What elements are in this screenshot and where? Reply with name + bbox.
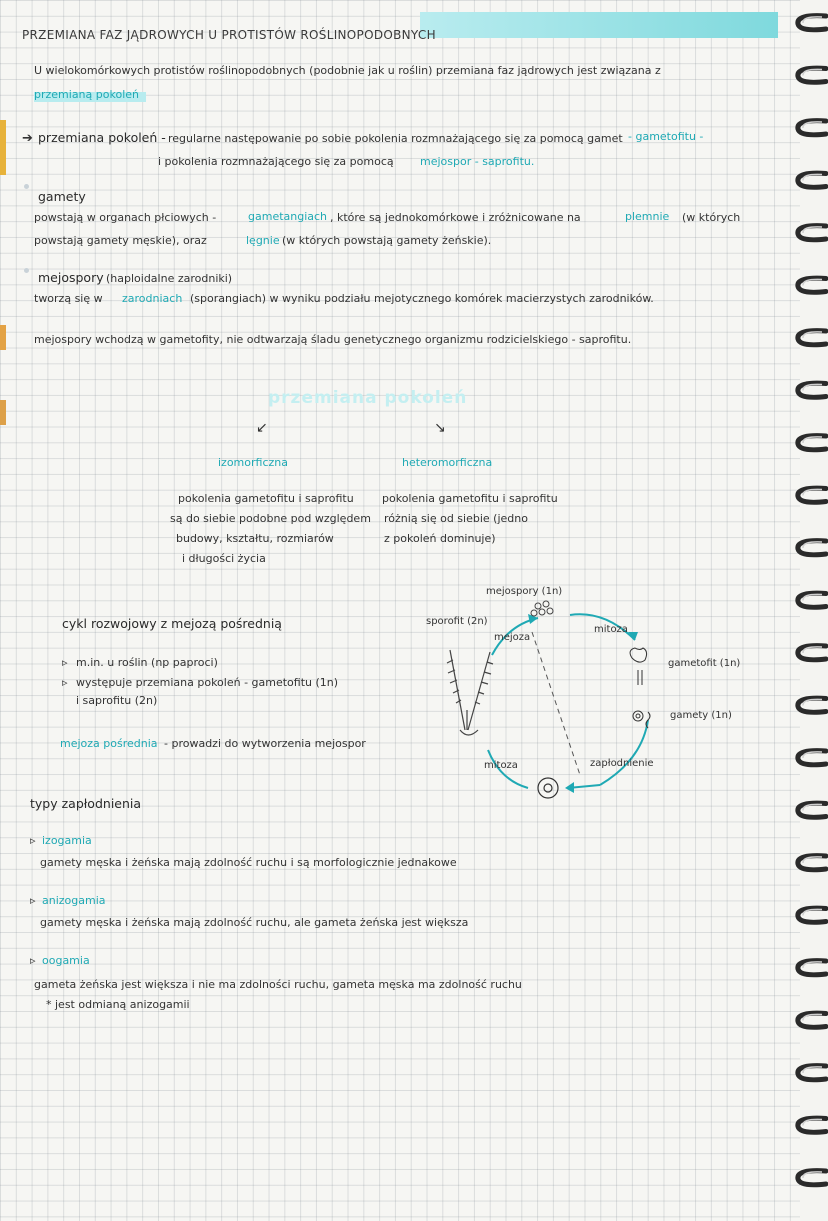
definition-line-1: regularne następowanie po sobie pokolenia rozmnażającego się za pomocą gamet: [168, 132, 623, 145]
mejospory-line-1b: (sporangiach) w wyniku podziału mejotycznego komórek macierzystych zarodników.: [190, 292, 654, 305]
spiral-ring-icon: [798, 488, 826, 502]
spiral-ring-icon: [798, 331, 826, 345]
spiral-ring-icon: [798, 1171, 826, 1185]
fertilization-type-name: izogamia: [42, 834, 92, 847]
mejospory-heading-note: (haploidalne zarodniki): [106, 272, 233, 285]
definition-line-1-teal: - gametofitu -: [628, 130, 704, 143]
spiral-ring-icon: [798, 698, 826, 712]
left-text-line: i długości życia: [182, 552, 266, 565]
spiral-ring-icon: [798, 436, 826, 450]
right-text-line: różnią się od siebie (jedno: [384, 512, 528, 525]
bullet-icon: ▹: [62, 676, 68, 689]
fern-icon: [447, 650, 493, 735]
cycle-heading: cykl rozwojowy z mejozą pośrednią: [62, 616, 282, 631]
diagram-title: przemiana pokoleń: [268, 388, 468, 408]
label-zaplodnienie: zapłodnienie: [590, 758, 654, 769]
branch-right-arrow-icon: ↘: [434, 420, 446, 436]
definition-line-2: i pokolenia rozmnażającego się za pomocą: [158, 155, 394, 168]
fertilization-type-text: gamety męska i żeńska mają zdolność ruchu, ale gameta żeńska jest większa: [40, 916, 469, 929]
diagram-left-label: izomorficzna: [218, 456, 288, 469]
spiral-ring-icon: [798, 908, 826, 922]
right-text-line: pokolenia gametofitu i saprofitu: [382, 492, 558, 505]
spiral-ring-icon: [798, 961, 826, 975]
bullet-icon: ▹: [62, 656, 68, 669]
mejospory-line-2: mejospory wchodzą w gametofity, nie odtwarzają śladu genetycznego organizmu rodzicielskiego - saprofitu.: [34, 333, 632, 346]
gamety-line-2b: (w których powstają gamety żeńskie).: [282, 234, 492, 247]
fertilization-heading: typy zapłodnienia: [30, 796, 142, 811]
title-highlight: [420, 12, 778, 38]
cycle-bullet-1: m.in. u roślin (np paproci): [76, 656, 218, 669]
spiral-ring-icon: [798, 68, 826, 82]
gamety-heading: gamety: [38, 189, 86, 204]
bullet-icon: ▹: [30, 834, 36, 847]
gamety-line-1-teal-2: plemnie: [625, 210, 670, 223]
gamety-line-1c: (w których: [682, 211, 741, 224]
gamety-line-2a: powstają gamety męskie), oraz: [34, 234, 207, 247]
spiral-ring-icon: [798, 1066, 826, 1080]
intro-line-1: U wielokomórkowych protistów roślinopodobnych (podobnie jak u roślin) przemiana faz jądrowych jest związana z: [34, 64, 661, 77]
fertilization-type-note: * jest odmianą anizogamii: [46, 998, 190, 1011]
gamety-line-2-teal: lęgnie: [246, 234, 280, 247]
diagram-right-label: heteromorficzna: [402, 456, 493, 469]
left-text-line: budowy, kształtu, rozmiarów: [176, 532, 334, 545]
gamety-line-1-teal: gametangiach: [248, 210, 328, 223]
left-text-line: pokolenia gametofitu i saprofitu: [178, 492, 354, 505]
label-mitoza-top: mitoza: [594, 624, 628, 635]
arrow-icon: ➔: [22, 131, 33, 146]
spiral-ring-icon: [798, 226, 826, 240]
spiral-ring-icon: [798, 751, 826, 765]
page-tab-yellow: [0, 120, 6, 175]
branch-left-arrow-icon: ↙: [256, 420, 268, 436]
spiral-ring-icon: [798, 646, 826, 660]
page-title: PRZEMIANA FAZ JĄDROWYCH U PROTISTÓW ROŚLINOPODOBNYCH: [22, 28, 436, 42]
cycle-note-teal: mejoza pośrednia: [60, 737, 158, 750]
mejospory-line-1a: tworzą się w: [34, 292, 103, 305]
spiral-ring-icon: [798, 856, 826, 870]
gamety-line-1b: , które są jednokomórkowe i zróżnicowane na: [330, 211, 581, 224]
label-sporofit: sporofit (2n): [426, 616, 488, 627]
spiral-ring-icon: [798, 803, 826, 817]
intro-line-2: przemianą pokoleń: [34, 88, 139, 101]
fertilization-type-name: oogamia: [42, 954, 90, 967]
spiral-ring-icon: [798, 16, 826, 30]
spiral-ring-icon: [798, 173, 826, 187]
spiral-ring-icon: [798, 383, 826, 397]
mejospory-line-1-teal: zarodniach: [122, 292, 183, 305]
spiral-ring-icon: [798, 541, 826, 555]
right-text-line: z pokoleń dominuje): [384, 532, 496, 545]
label-mejoza: mejoza: [494, 632, 531, 643]
bullet-dot-icon: [24, 268, 29, 273]
definition-line-2-teal: mejospor - saprofitu.: [420, 155, 535, 168]
bullet-dot-icon: [24, 184, 29, 189]
cycle-bullet-2b: i saprofitu (2n): [76, 694, 158, 707]
life-cycle-diagram: [420, 580, 700, 810]
label-mitoza-bottom: mitoza: [484, 760, 518, 771]
spiral-ring-icon: [798, 1118, 826, 1132]
label-mejospory: mejospory (1n): [486, 586, 563, 597]
fertilization-type-text: gamety męska i żeńska mają zdolność ruchu i są morfologicznie jednakowe: [40, 856, 457, 869]
dashed-connector: [532, 632, 580, 775]
spiral-binding-icon: [788, 0, 828, 1221]
definition-term: przemiana pokoleń -: [38, 130, 166, 145]
spiral-ring-icon: [798, 278, 826, 292]
label-gametofit: gametofit (1n): [668, 658, 741, 669]
page-tab-orange-2: [0, 400, 6, 425]
cycle-arrow-right: [600, 720, 648, 785]
bullet-icon: ▹: [30, 954, 36, 967]
left-text-line: są do siebie podobne pod względem: [170, 512, 371, 525]
zygote-icon: [538, 778, 558, 798]
gametophyte-icon: [630, 648, 647, 685]
bullet-icon: ▹: [30, 894, 36, 907]
spiral-ring-icon: [798, 593, 826, 607]
label-gamety: gamety (1n): [670, 710, 732, 721]
spores-icon: [531, 601, 553, 616]
cycle-bullet-2: występuje przemiana pokoleń - gametofitu (1n): [76, 676, 339, 689]
page-tab-orange: [0, 325, 6, 350]
fertilization-type-text: gameta żeńska jest większa i nie ma zdolności ruchu, gameta męska ma zdolność ruchu: [34, 978, 522, 991]
fertilization-type-name: anizogamia: [42, 894, 106, 907]
cycle-note-rest: - prowadzi do wytworzenia mejospor: [164, 737, 366, 750]
spiral-ring-icon: [798, 121, 826, 135]
mejospory-heading: mejospory: [38, 270, 104, 285]
gamety-line-1a: powstają w organach płciowych -: [34, 211, 217, 224]
spiral-ring-icon: [798, 1013, 826, 1027]
